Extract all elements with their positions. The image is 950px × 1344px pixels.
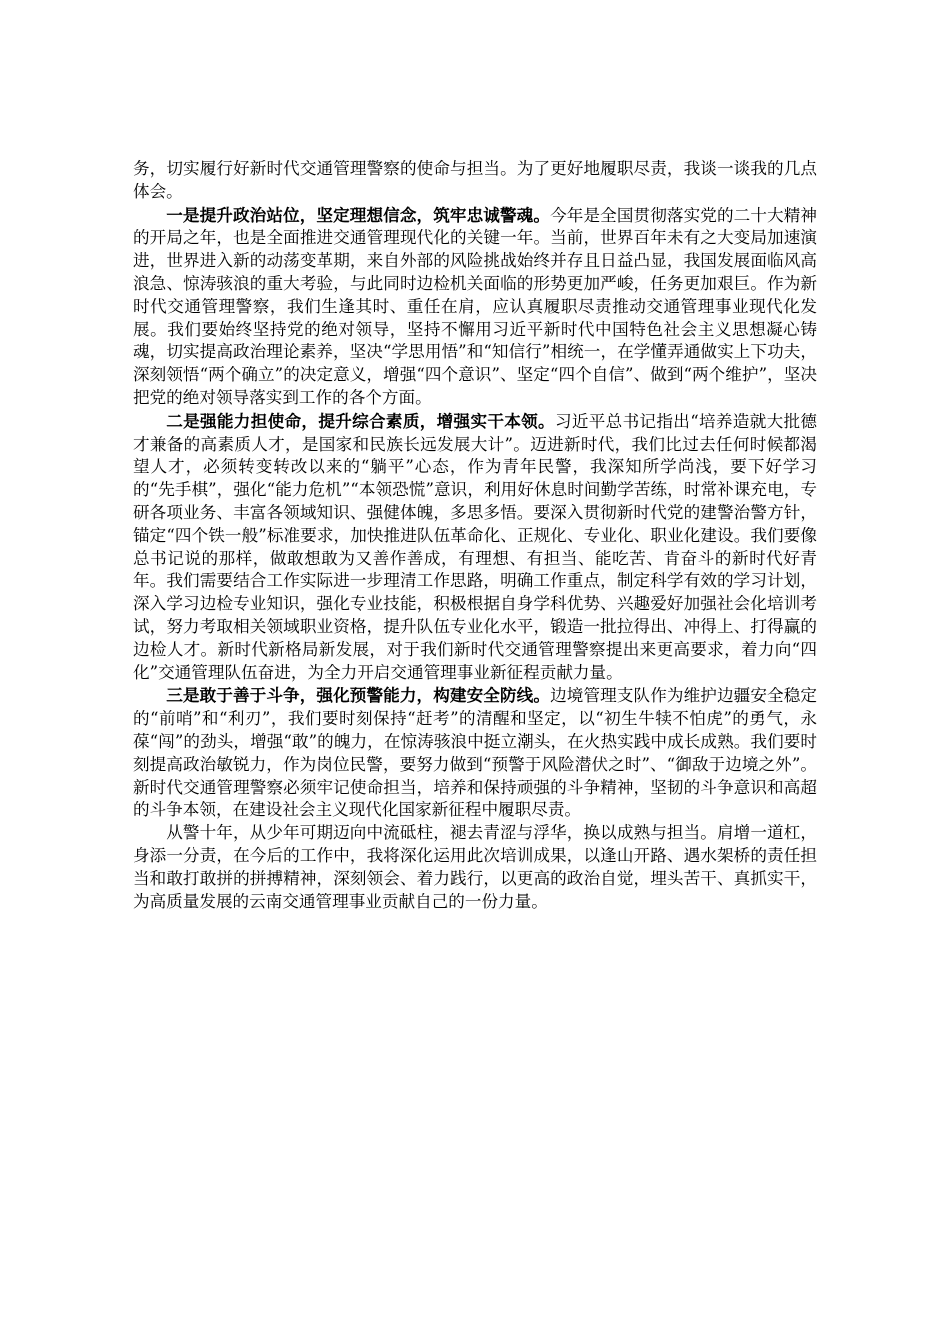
paragraph-heading: 二是强能力担使命，提升综合素质，增强实干本领。 [166,410,555,431]
paragraph-point-one [133,204,817,410]
document-body [133,158,817,913]
paragraph-conclusion [133,822,817,913]
paragraph-intro [133,158,817,204]
paragraph-text: 今年是全国贯彻落实党的二十大精神的开局之年，也是全面推进交通管理现代化的关键一年。当前，世界百年未有之大变局加速演进，世界进入新的动荡变革期，来自外部的风险挑战始终并存且日益凸显，我国发展面临风高浪急、惊涛骇浪的重大考验，与此同时边检机关面临的形势更加严峻，任务更加艰巨。作为新时代交通管理警察，我们生逢其时、重任在肩，应认真履职尽责推动交通管理事业现代化发展。我们要始终坚持党的绝对领导，坚持不懈用习近平新时代中国特色社会主义思想凝心铸魂，切实提高政治理论素养，坚决“学思用悟”和“知信行”相统一，在学懂弄通做实上下功夫，深刻领悟“两个确立”的决定意义，增强“四个意识”、坚定“四个自信”、做到“两个维护”，坚决把党的绝对领导落实到工作的各个方面。 [133,205,818,407]
paragraph-heading: 三是敢于善于斗争，强化预警能力，构建安全防线。 [166,685,551,706]
paragraph-heading: 一是提升政治站位，坚定理想信念，筑牢忠诚警魂。 [166,204,551,225]
paragraph-text: 边境管理支队作为维护边疆安全稳定的“前哨”和“利刃”，我们要时刻保持“赶考”的清醒和坚定，以“初生牛犊不怕虎”的勇气，永葆“闯”的劲头，增强“敢”的魄力，在惊涛骇浪中挺立潮头，在火热实践中成长成熟。我们要时刻提高政治敏锐力，作为岗位民警，要努力做到“预警于风险潜伏之时”、“御敌于边境之外”。新时代交通管理警察必须牢记使命担当，培养和保持顽强的斗争精神，坚韧的斗争意识和高超的斗争本领，在建设社会主义现代化国家新征程中履职尽责。 [133,686,818,820]
paragraph-point-three [133,684,817,822]
paragraph-text: 从警十年，从少年可期迈向中流砥柱，褪去青涩与浮华，换以成熟与担当。肩增一道杠，身添一分责，在今后的工作中，我将深化运用此次培训成果，以逢山开路、遇水架桥的责任担当和敢打敢拼的拼搏精神，深刻领会、着力践行，以更高的政治自觉，埋头苦干、真抓实干，为高质量发展的云南交通管理事业贡献自己的一份力量。 [133,823,817,911]
paragraph-point-two [133,410,817,685]
paragraph-text: 习近平总书记指出“培养造就大批德才兼备的高素质人才，是国家和民族长远发展大计”。迈进新时代，我们比过去任何时候都渴望人才，必须转变转改以来的“躺平”心态，作为青年民警，我深知所学尚浅，要下好学习的“先手棋”，强化“能力危机”“本领恐慌”意识，利用好休息时间勤学苦练，时常补课充电，专研各项业务、丰富各领域知识、强健体魄，多思多悟。要深入贯彻新时代党的建警治警方针，锚定“四个铁一般”标准要求，加快推进队伍革命化、正规化、专业化、职业化建设。我们要像总书记说的那样，做敢想敢为又善作善成，有理想、有担当、能吃苦、肯奋斗的新时代好青年。我们需要结合工作实际进一步理清工作思路，明确工作重点，制定科学有效的学习计划，深入学习边检专业知识，强化专业技能，积极根据自身学科优势、兴趣爱好加强社会化培训考试，努力考取相关领域职业资格，提升队伍专业化水平，锻造一批拉得出、冲得上、打得赢的边检人才。新时代新格局新发展，对于我们新时代交通管理警察提出来更高要求，着力向“四化”交通管理队伍奋进，为全力开启交通管理事业新征程贡献力量。 [133,411,818,682]
paragraph-text: 务，切实履行好新时代交通管理警察的使命与担当。为了更好地履职尽责，我谈一谈我的几点体会。 [133,159,817,201]
